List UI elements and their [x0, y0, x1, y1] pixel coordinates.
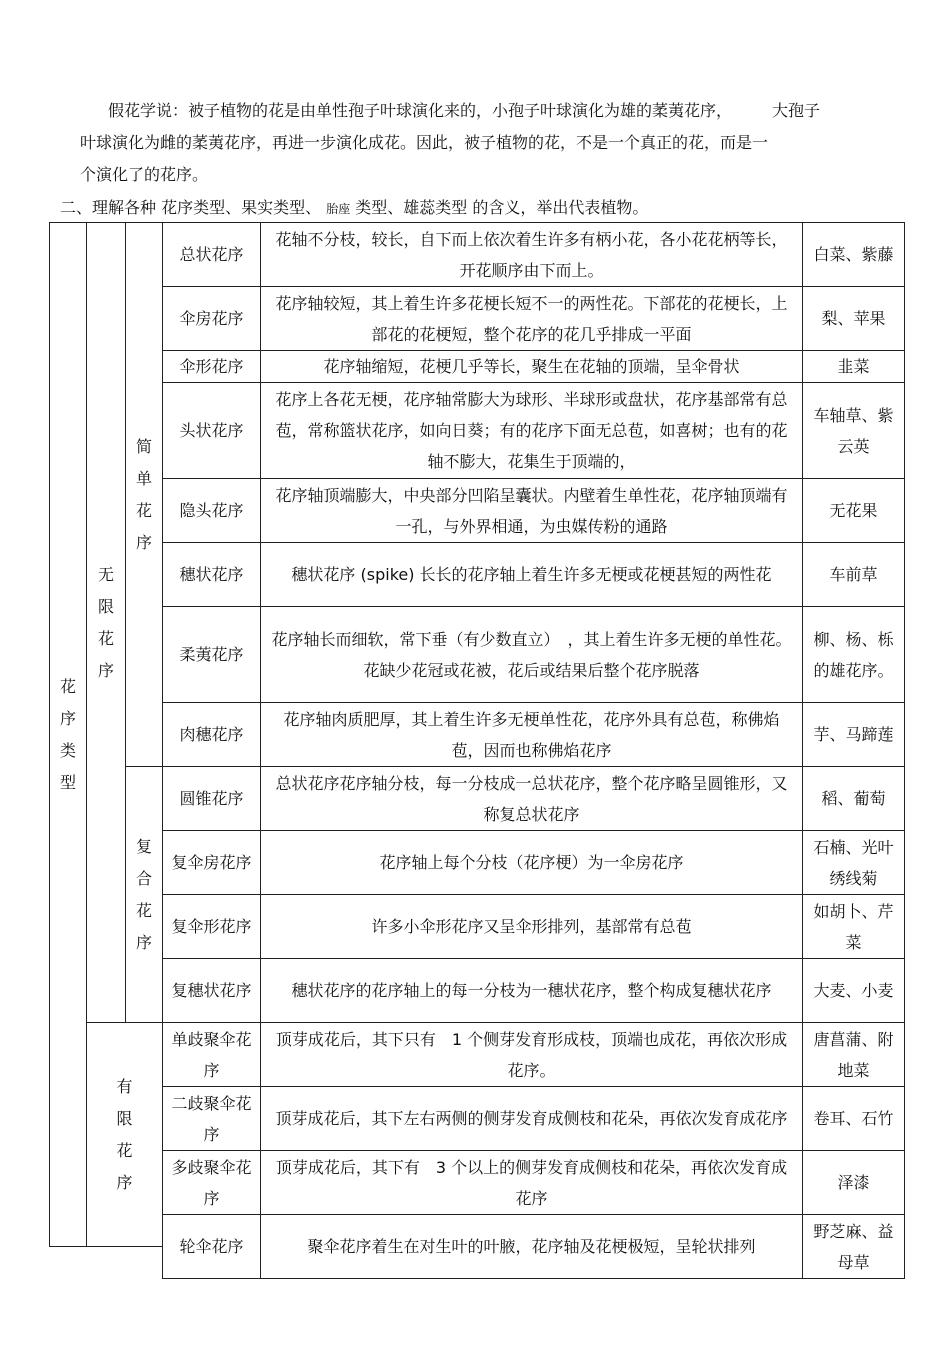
row-name: 二歧聚伞花序: [163, 1087, 261, 1151]
row-example: 稻、葡萄: [803, 767, 905, 831]
row-description: 顶芽成花后，其下只有 1 个侧芽发育形成枝，顶端也成花，再依次形成花序。: [261, 1023, 803, 1087]
simple-group-cell: 简单花序: [126, 223, 163, 767]
row-example: 芋、马蹄莲: [803, 703, 905, 767]
intro-line-1: 假花学说：被子植物的花是由单性孢子叶球演化来的，小孢子叶球演化为雄的葇荑花序， 大孢子: [108, 101, 821, 120]
indefinite-group-cell: 无限花序: [87, 223, 126, 1023]
row-description: 花轴不分枝，较长，自下而上依次着生许多有柄小花，各小花花柄等长，开花顺序由下而上。: [261, 223, 803, 287]
row-description: 花序轴长而细软，常下垂（有少数直立） ，其上着生许多无梗的单性花。花缺少花冠或花被，花后或结果后整个花序脱落: [261, 607, 803, 703]
row-example: 泽漆: [803, 1151, 905, 1215]
row-example: 石楠、光叶绣线菊: [803, 831, 905, 895]
category-cell: 花序类型: [50, 223, 87, 1247]
row-description: 聚伞花序着生在对生叶的叶腋，花序轴及花梗极短，呈轮状排列: [261, 1215, 803, 1279]
compound-group-cell: 复合花序: [126, 767, 163, 1023]
row-example: 柳、杨、栎的雄花序。: [803, 607, 905, 703]
row-description: 花序轴上每个分枝（花序梗）为一伞房花序: [261, 831, 803, 895]
row-example: 车前草: [803, 543, 905, 607]
row-example: 如胡卜、芹菜: [803, 895, 905, 959]
row-name: 伞房花序: [163, 287, 261, 351]
row-description: 花序上各花无梗，花序轴常膨大为球形、半球形或盘状，花序基部常有总苞，常称篮状花序，如向日葵；有的花序下面无总苞，如喜树；也有的花轴不膨大，花集生于顶端的，: [261, 383, 803, 479]
row-name: 复伞形花序: [163, 895, 261, 959]
row-description: 总状花序花序轴分枝，每一分枝成一总状花序，整个花序略呈圆锥形，又称复总状花序: [261, 767, 803, 831]
intro-line-3: 个演化了的花序。: [80, 165, 209, 184]
row-example: 白菜、紫藤: [803, 223, 905, 287]
row-name: 头状花序: [163, 383, 261, 479]
row-example: 卷耳、石竹: [803, 1087, 905, 1151]
row-name: 轮伞花序: [163, 1215, 261, 1279]
row-description: 花序轴缩短，花梗几乎等长，聚生在花轴的顶端，呈伞骨状: [261, 351, 803, 383]
row-name: 单歧聚伞花序: [163, 1023, 261, 1087]
row-name: 圆锥花序: [163, 767, 261, 831]
row-description: 花序轴顶端膨大，中央部分凹陷呈囊状。内壁着生单性花，花序轴顶端有一孔，与外界相通，为虫媒传粉的通路: [261, 479, 803, 543]
row-description: 顶芽成花后，其下有 3 个以上的侧芽发育成侧枝和花朵，再依次发育成花序: [261, 1151, 803, 1215]
row-name: 伞形花序: [163, 351, 261, 383]
heading-part-2: 类型、雄蕊类型 的含义，举出代表植物。: [350, 198, 649, 217]
row-name: 多歧聚伞花序: [163, 1151, 261, 1215]
row-name: 复穗状花序: [163, 959, 261, 1023]
inflorescence-table: [49, 222, 905, 1279]
row-description: 花序轴较短，其上着生许多花梗长短不一的两性花。下部花的花梗长，上部花的花梗短，整个花序的花几乎排成一平面: [261, 287, 803, 351]
section-heading: [60, 192, 648, 225]
heading-small-term: 胎座: [326, 202, 351, 216]
row-description: 许多小伞形花序又呈伞形排列，基部常有总苞: [261, 895, 803, 959]
row-name: 复伞房花序: [163, 831, 261, 895]
row-name: 穗状花序: [163, 543, 261, 607]
intro-line-2: 叶球演化为雌的葇荑花序，再进一步演化成花。因此，被子植物的花，不是一个真正的花，而是一: [80, 133, 769, 152]
row-name: 隐头花序: [163, 479, 261, 543]
row-example: 梨、苹果: [803, 287, 905, 351]
heading-part-1: 二、理解各种 花序类型、果实类型、: [60, 198, 327, 217]
row-example: 车轴草、紫云英: [803, 383, 905, 479]
row-example: 韭菜: [803, 351, 905, 383]
definite-group-cell: 有限花序: [87, 1023, 163, 1247]
row-name: 肉穗花序: [163, 703, 261, 767]
row-description: 顶芽成花后，其下左右两侧的侧芽发育成侧枝和花朵，再依次发育成花序: [261, 1087, 803, 1151]
row-example: 无花果: [803, 479, 905, 543]
row-example: 唐菖蒲、附地菜: [803, 1023, 905, 1087]
row-name: 总状花序: [163, 223, 261, 287]
row-description: 穗状花序的花序轴上的每一分枝为一穗状花序，整个构成复穗状花序: [261, 959, 803, 1023]
row-description: 穗状花序 (spike) 长长的花序轴上着生许多无梗或花梗甚短的两性花: [261, 543, 803, 607]
row-name: 柔荑花序: [163, 607, 261, 703]
row-description: 花序轴肉质肥厚，其上着生许多无梗单性花，花序外具有总苞，称佛焰苞，因而也称佛焰花序: [261, 703, 803, 767]
row-example: 大麦、小麦: [803, 959, 905, 1023]
row-example: 野芝麻、益母草: [803, 1215, 905, 1279]
